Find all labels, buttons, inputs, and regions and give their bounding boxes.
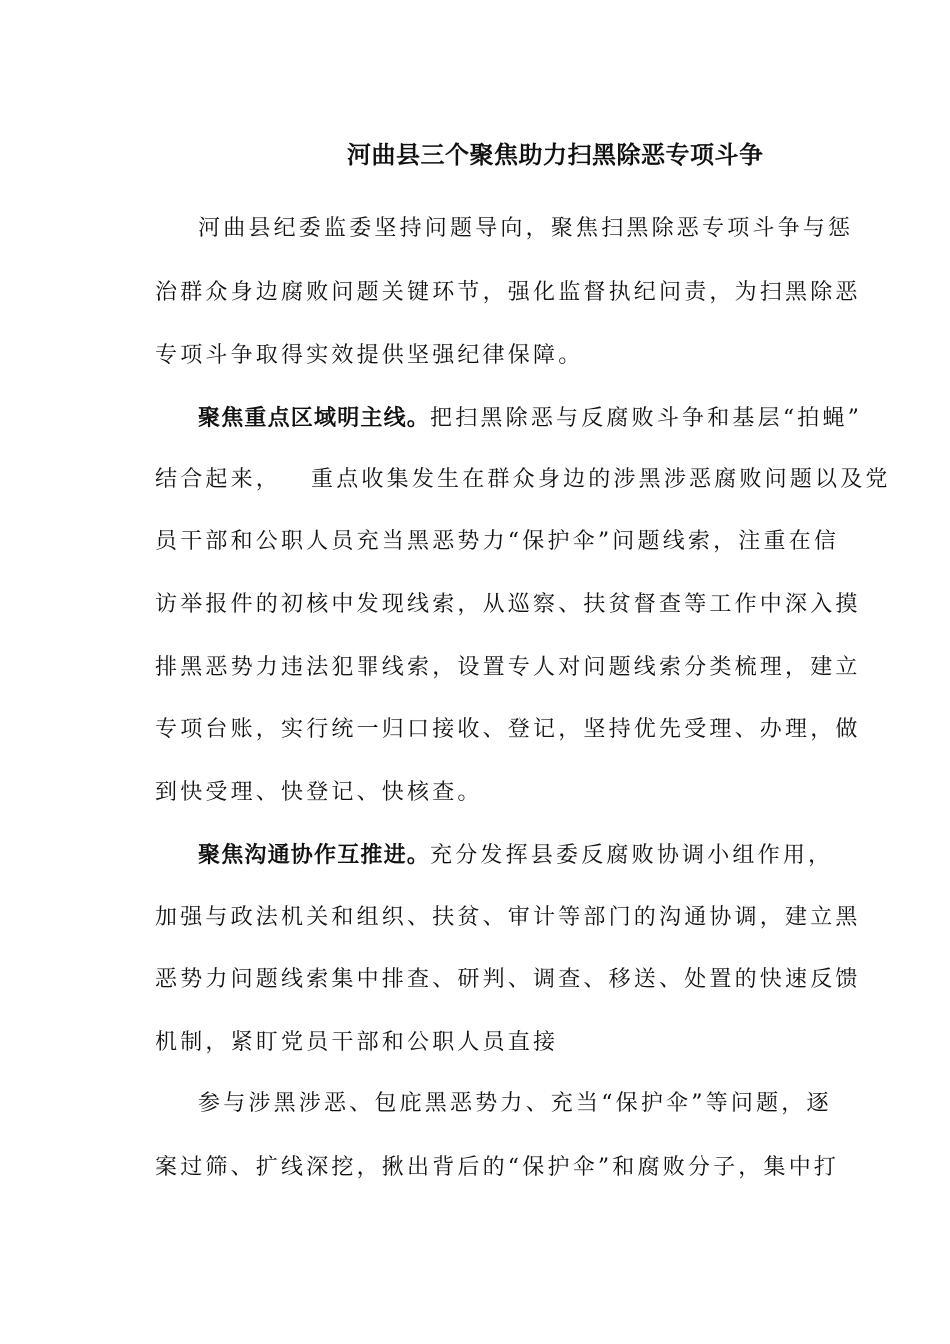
paragraph-line: 参与涉黑涉恶、包庇黑恶势力、充当“保护伞”等问题，逐 — [198, 1091, 832, 1116]
paragraph-line: 机制，紧盯党员干部和公职人员直接 — [155, 1030, 559, 1055]
paragraph-line: 加强与政法机关和组织、扶贫、审计等部门的沟通协调，建立黑 — [155, 905, 861, 930]
paragraph-text: 重点收集发生在群众身边的涉黑涉恶腐败问题以及党 — [311, 467, 891, 492]
paragraph-line: 专项斗争取得实效提供坚强纪律保障。 — [155, 343, 584, 368]
section-heading: 聚焦沟通协作互推进。 — [198, 842, 431, 868]
paragraph-line: 案过筛、扩线深挖，揪出背后的“保护伞”和腐败分子，集中打 — [155, 1155, 840, 1180]
paragraph-line — [198, 840, 834, 871]
paragraph-line: 员干部和公职人员充当黑恶势力“保护伞”问题线索，注重在信 — [155, 529, 840, 554]
paragraph-text: 把扫黑除恶与反腐败斗争和基层“拍蝇” — [430, 406, 863, 431]
paragraph-line: 排黑恶势力违法犯罪线索，设置专人对问题线索分类梳理，建立 — [155, 655, 861, 680]
paragraph-text: 结合起来， — [155, 467, 282, 492]
paragraph-line: 访举报件的初核中发现线索，从巡察、扶贫督查等工作中深入摸 — [155, 592, 861, 617]
paragraph-line: 到快受理、快登记、快核查。 — [155, 780, 483, 805]
paragraph-line: 恶势力问题线索集中排查、研判、调查、移送、处置的快速反馈 — [155, 967, 861, 992]
paragraph-line: 专项台账，实行统一归口接收、登记，坚持优先受理、办理，做 — [155, 717, 861, 742]
paragraph-line: 治群众身边腐败问题关键环节，强化监督执纪问责，为扫黑除恶 — [155, 280, 861, 305]
document-title: 河曲县三个聚焦助力扫黑除恶专项斗争 — [347, 140, 764, 169]
section-heading: 聚焦重点区域明主线。 — [198, 405, 431, 431]
paragraph-text: 充分发挥县委反腐败协调小组作用， — [430, 843, 834, 868]
paragraph-line: 河曲县纪委监委坚持问题导向，聚焦扫黑除恶专项斗争与惩 — [198, 216, 854, 241]
paragraph-line — [155, 465, 891, 495]
paragraph-line — [198, 403, 863, 434]
